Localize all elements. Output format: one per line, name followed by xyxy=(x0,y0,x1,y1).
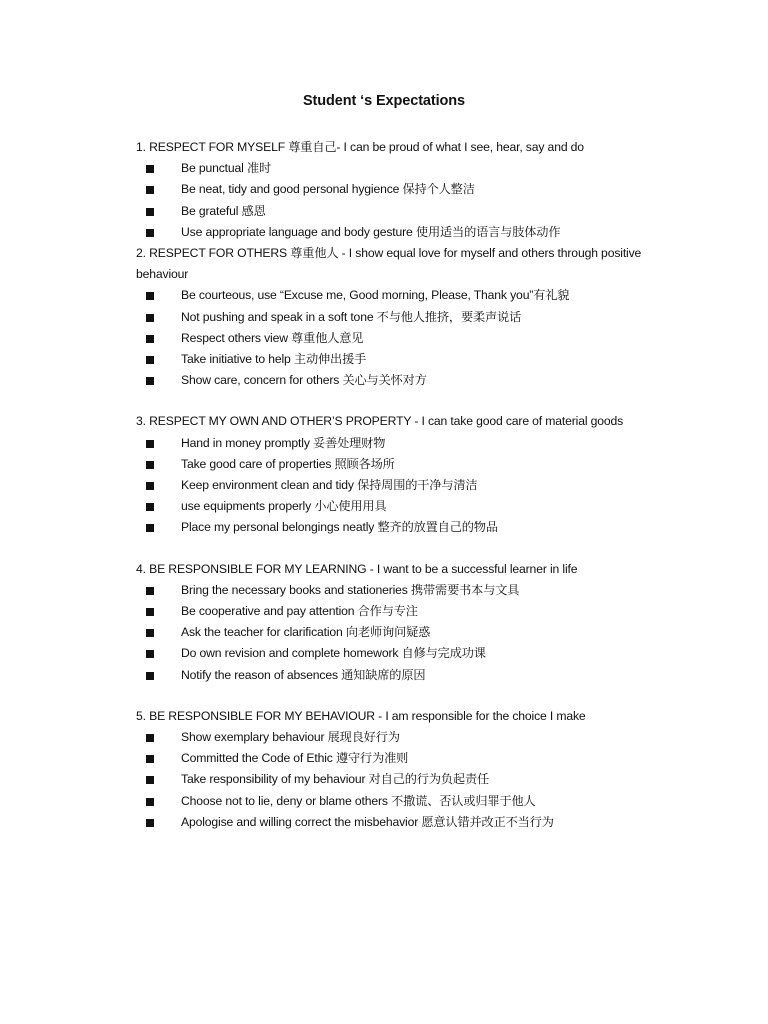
square-bullet-icon xyxy=(146,208,154,216)
list-item-text: Bring the necessary books and stationeries 携带需要书本与文具 xyxy=(181,582,520,597)
square-bullet-icon xyxy=(146,776,154,784)
square-bullet-icon xyxy=(146,819,154,827)
list-item-text: Be grateful 感恩 xyxy=(181,203,266,218)
list-item xyxy=(136,665,676,686)
square-bullet-icon xyxy=(146,608,154,616)
list-item-text: Place my personal belongings neatly 整齐的放置自己的物品 xyxy=(181,520,498,535)
square-bullet-icon xyxy=(146,229,154,237)
bullet-list xyxy=(136,158,676,243)
list-item xyxy=(136,201,676,222)
list-item xyxy=(136,791,676,812)
list-item-text: Be punctual 准时 xyxy=(181,161,272,176)
list-item xyxy=(136,349,676,370)
square-bullet-icon xyxy=(146,292,154,300)
list-item xyxy=(136,179,676,200)
list-item-text: Notify the reason of absences 通知缺席的原因 xyxy=(181,667,426,682)
square-bullet-icon xyxy=(146,650,154,658)
list-item-text: Apologise and willing correct the misbehavior 愿意认错并改正不当行为 xyxy=(181,814,554,829)
list-item xyxy=(136,748,676,769)
list-item-text: Use appropriate language and body gesture 使用适当的语言与肢体动作 xyxy=(181,224,561,239)
square-bullet-icon xyxy=(146,335,154,343)
section-heading: 2. RESPECT FOR OTHERS 尊重他人 - I show equal love for myself and others through positive xyxy=(136,246,642,261)
section-spacer xyxy=(136,539,676,559)
square-bullet-icon xyxy=(146,629,154,637)
list-item xyxy=(136,158,676,179)
list-item xyxy=(136,580,676,601)
bullet-list xyxy=(136,433,676,539)
list-item-text: Do own revision and complete homework 自修与完成功课 xyxy=(181,646,486,661)
list-item xyxy=(136,727,676,748)
square-bullet-icon xyxy=(146,734,154,742)
list-item xyxy=(136,328,676,349)
list-item-text: Choose not to lie, deny or blame others 不撒谎、否认或归罪于他人 xyxy=(181,793,536,808)
list-item-text: Keep environment clean and tidy 保持周围的干净与清洁 xyxy=(181,478,478,493)
list-item-text: Take good care of properties 照顾各场所 xyxy=(181,456,395,471)
list-item xyxy=(136,307,676,328)
list-item xyxy=(136,370,676,391)
list-item xyxy=(136,812,676,833)
list-item xyxy=(136,517,676,538)
square-bullet-icon xyxy=(146,503,154,511)
list-item-text: Show care, concern for others 关心与关怀对方 xyxy=(181,373,427,388)
bullet-list xyxy=(136,285,676,391)
square-bullet-icon xyxy=(146,755,154,763)
square-bullet-icon xyxy=(146,186,154,194)
square-bullet-icon xyxy=(146,587,154,595)
list-item xyxy=(136,496,676,517)
square-bullet-icon xyxy=(146,524,154,532)
square-bullet-icon xyxy=(146,165,154,173)
section-heading: 4. BE RESPONSIBLE FOR MY LEARNING - I want to be a successful learner in life xyxy=(136,561,578,576)
list-item-text: Committed the Code of Ethic 遵守行为准则 xyxy=(181,751,409,766)
list-item-text: use equipments properly 小心使用用具 xyxy=(181,499,387,514)
square-bullet-icon xyxy=(146,798,154,806)
section-respect-for-myself xyxy=(136,137,676,243)
document-body xyxy=(136,137,676,833)
square-bullet-icon xyxy=(146,440,154,448)
square-bullet-icon xyxy=(146,314,154,322)
list-item xyxy=(136,222,676,243)
list-item-text: Be courteous, use “Excuse me, Good morning, Please, Thank you”有礼貌 xyxy=(181,288,570,303)
section-heading: 5. BE RESPONSIBLE FOR MY BEHAVIOUR - I am responsible for the choice I make xyxy=(136,708,586,723)
list-item xyxy=(136,643,676,664)
list-item-text: Take responsibility of my behaviour 对自己的行为负起责任 xyxy=(181,772,490,787)
section-responsible-behaviour xyxy=(136,706,676,833)
section-responsible-learning xyxy=(136,559,676,686)
bullet-list xyxy=(136,580,676,686)
square-bullet-icon xyxy=(146,461,154,469)
bullet-list xyxy=(136,727,676,833)
list-item xyxy=(136,475,676,496)
list-item xyxy=(136,433,676,454)
list-item xyxy=(136,622,676,643)
list-item xyxy=(136,601,676,622)
square-bullet-icon xyxy=(146,356,154,364)
list-item xyxy=(136,769,676,790)
section-spacer xyxy=(136,391,676,411)
list-item-text: Show exemplary behaviour 展现良好行为 xyxy=(181,730,400,745)
list-item xyxy=(136,285,676,306)
list-item-text: Be neat, tidy and good personal hygience 保持个人整洁 xyxy=(181,182,475,197)
section-heading-continuation: behaviour xyxy=(136,267,189,282)
square-bullet-icon xyxy=(146,482,154,490)
list-item-text: Not pushing and speak in a soft tone 不与他人推挤，要柔声说话 xyxy=(181,309,522,324)
section-heading: 1. RESPECT FOR MYSELF 尊重自己- I can be proud of what I see, hear, say and do xyxy=(136,140,584,154)
list-item-text: Respect others view 尊重他人意见 xyxy=(181,330,364,345)
list-item-text: Be cooperative and pay attention 合作与专注 xyxy=(181,604,418,619)
section-spacer xyxy=(136,686,676,706)
list-item-text: Ask the teacher for clarification 向老师询问疑惑 xyxy=(181,625,431,640)
list-item xyxy=(136,454,676,475)
square-bullet-icon xyxy=(146,377,154,385)
section-heading: 3. RESPECT MY OWN AND OTHER’S PROPERTY - I can take good care of material goods xyxy=(136,414,624,429)
section-respect-for-others xyxy=(136,243,676,391)
square-bullet-icon xyxy=(146,672,154,680)
list-item-text: Take initiative to help 主动伸出援手 xyxy=(181,352,367,367)
section-respect-property xyxy=(136,411,676,538)
list-item-text: Hand in money promptly 妥善处理财物 xyxy=(181,435,386,450)
document-title: Student ‘s Expectations xyxy=(302,93,466,109)
